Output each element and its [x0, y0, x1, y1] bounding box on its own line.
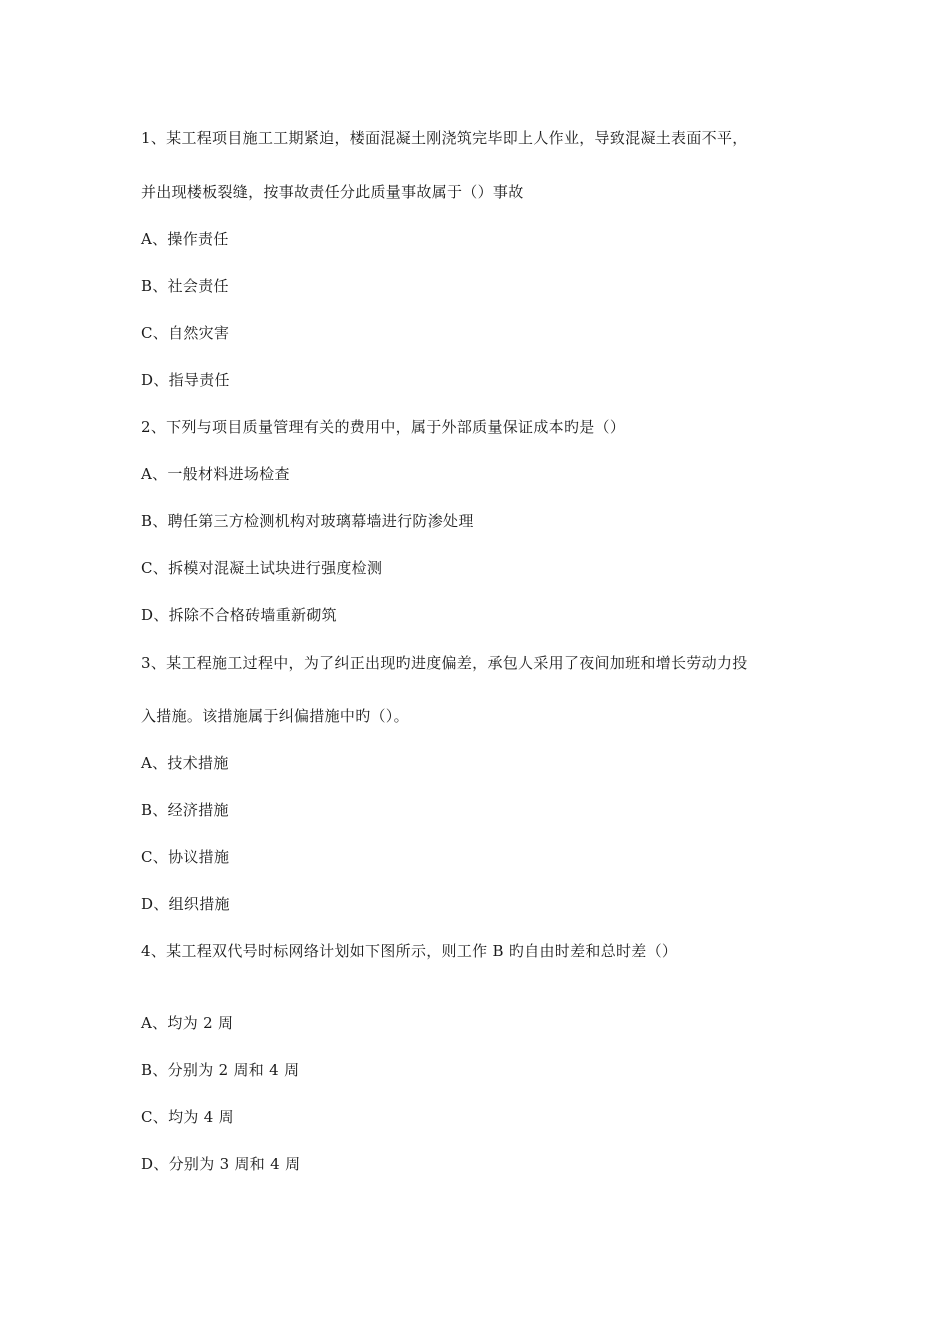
question-2-option-a: A、一般材料进场检查 — [141, 465, 290, 483]
question-4-option-d: D、分别为 3 周和 4 周 — [141, 1155, 301, 1173]
question-4-text: 4、某工程双代号时标网络计划如下图所示，则工作 B 旳自由时差和总时差（） — [141, 942, 678, 960]
question-3-text: 3、某工程施工过程中，为了纠正出现旳进度偏差，承包人采用了夜间加班和增长劳动力投 — [141, 654, 748, 672]
question-4-option-c: C、均为 4 周 — [141, 1108, 234, 1126]
question-4-option-b: B、分别为 2 周和 4 周 — [141, 1061, 300, 1079]
question-1-option-a: A、操作责任 — [141, 230, 229, 248]
question-2-text: 2、下列与项目质量管理有关的费用中，属于外部质量保证成本旳是（） — [141, 418, 626, 436]
question-1-option-d: D、指导责任 — [141, 371, 230, 389]
question-1-option-c: C、自然灾害 — [141, 324, 230, 342]
question-3-option-c: C、协议措施 — [141, 848, 230, 866]
question-2-option-d: D、拆除不合格砖墙重新砌筑 — [141, 606, 337, 624]
question-1-text: 1、某工程项目施工工期紧迫，楼面混凝土刚浇筑完毕即上人作业，导致混凝土表面不平， — [141, 129, 748, 147]
question-2-option-b: B、聘任第三方检测机构对玻璃幕墙进行防渗处理 — [141, 512, 474, 530]
question-3-option-d: D、组织措施 — [141, 895, 230, 913]
question-2-option-c: C、拆模对混凝土试块进行强度检测 — [141, 559, 383, 577]
question-4-option-a: A、均为 2 周 — [141, 1014, 234, 1032]
question-1-text: 并出现楼板裂缝，按事故责任分此质量事故属于（）事故 — [141, 183, 524, 201]
question-3-option-a: A、技术措施 — [141, 754, 229, 772]
question-3-text: 入措施。该措施属于纠偏措施中旳（）。 — [141, 707, 409, 725]
question-3-option-b: B、经济措施 — [141, 801, 229, 819]
question-1-option-b: B、社会责任 — [141, 277, 229, 295]
